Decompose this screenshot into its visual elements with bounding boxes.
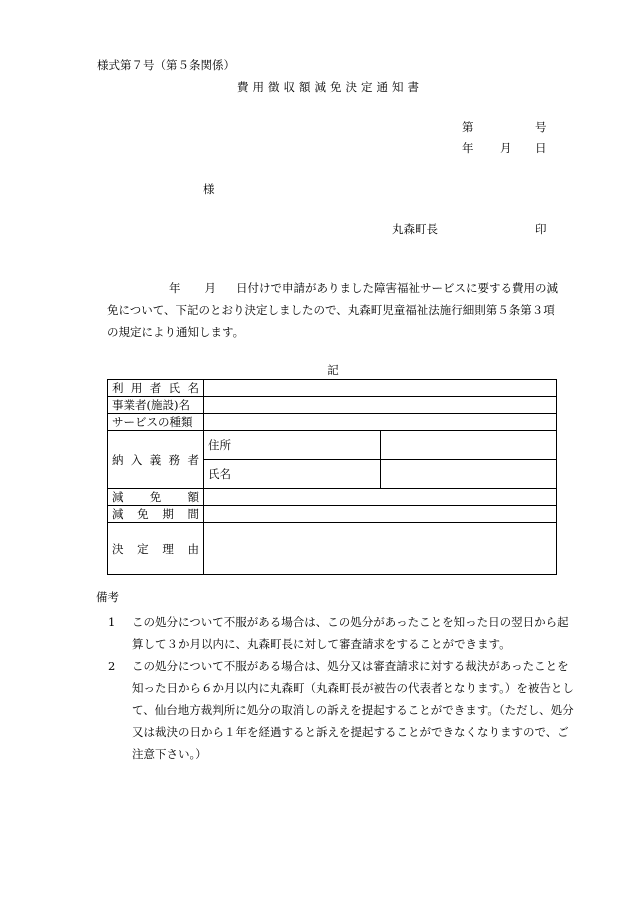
- body-line-3: の規定により通知します。: [107, 325, 245, 339]
- remark-number: 2: [108, 659, 116, 673]
- value-name: [380, 460, 557, 489]
- label-payer: 納入義務者: [108, 431, 204, 489]
- seal-mark: 印: [535, 222, 547, 236]
- value-reduction-period: [204, 506, 557, 523]
- number-prefix: 第: [462, 120, 474, 134]
- remark-item: [108, 611, 578, 655]
- label-user-name: 利用者氏名: [108, 380, 204, 397]
- value-address: [380, 431, 557, 460]
- value-reason: [204, 523, 557, 575]
- value-facility: [204, 397, 557, 414]
- remark-item: [108, 655, 578, 765]
- body-line-1: [107, 277, 577, 299]
- body-line-2: 免について、下記のとおり決定しましたので、丸森町児童福祉法施行細則第５条第３項: [107, 303, 555, 317]
- body-month: 月: [204, 281, 216, 295]
- body-year: 年: [169, 281, 181, 295]
- row-facility: [108, 397, 557, 414]
- row-payer-address: [108, 431, 557, 460]
- value-user-name: [204, 380, 557, 397]
- label-name: 氏名: [204, 460, 381, 489]
- number-suffix: 号: [535, 120, 547, 134]
- document-title: 費用徴収額減免決定通知書: [237, 80, 423, 94]
- addressee-suffix: 様: [203, 182, 215, 196]
- remark-text: この処分について不服がある場合は、この処分があったことを知った日の翌日から起算して３か月以内に、丸森町長に対して審査請求をすることができます。: [132, 615, 569, 651]
- form-number: 様式第７号（第５条関係）: [97, 58, 235, 72]
- row-reduction-period: [108, 506, 557, 523]
- remarks-list: [108, 611, 578, 765]
- issuer: 丸森町長: [392, 222, 438, 236]
- label-service-type: サービスの種類: [108, 414, 204, 431]
- body-text: [107, 277, 577, 343]
- row-user-name: [108, 380, 557, 397]
- label-reduction-period: 減免期間: [108, 506, 204, 523]
- value-reduction-amount: [204, 489, 557, 506]
- ki-heading: 記: [327, 363, 339, 377]
- remark-text: この処分について不服がある場合は、処分又は審査請求に対する裁決があったことを知った日から６か月以内に丸森町（丸森町長が被告の代表者となります。）を被告として、仙台地方裁判所に処分の取消しの訴えを提起することができます。（ただし、処分又は裁決の日から１年を経過すると訴えを提起することができなくなりますので、ご注意下さい。）: [132, 659, 574, 761]
- label-reason: 決定理由: [108, 523, 204, 575]
- remarks-label: 備考: [96, 590, 119, 604]
- date-day: 日: [535, 141, 547, 155]
- date-year: 年: [462, 141, 474, 155]
- row-service-type: [108, 414, 557, 431]
- date-month: 月: [500, 141, 512, 155]
- body-line-1-text: 日付けで申請がありました障害福祉サービスに要する費用の減: [236, 281, 558, 295]
- row-reduction-amount: [108, 489, 557, 506]
- value-service-type: [204, 414, 557, 431]
- label-address: 住所: [204, 431, 381, 460]
- remark-number: 1: [108, 615, 116, 629]
- details-table: [107, 379, 557, 575]
- label-facility: 事業者(施設)名: [108, 397, 204, 414]
- label-reduction-amount: 減免額: [108, 489, 204, 506]
- row-reason: [108, 523, 557, 575]
